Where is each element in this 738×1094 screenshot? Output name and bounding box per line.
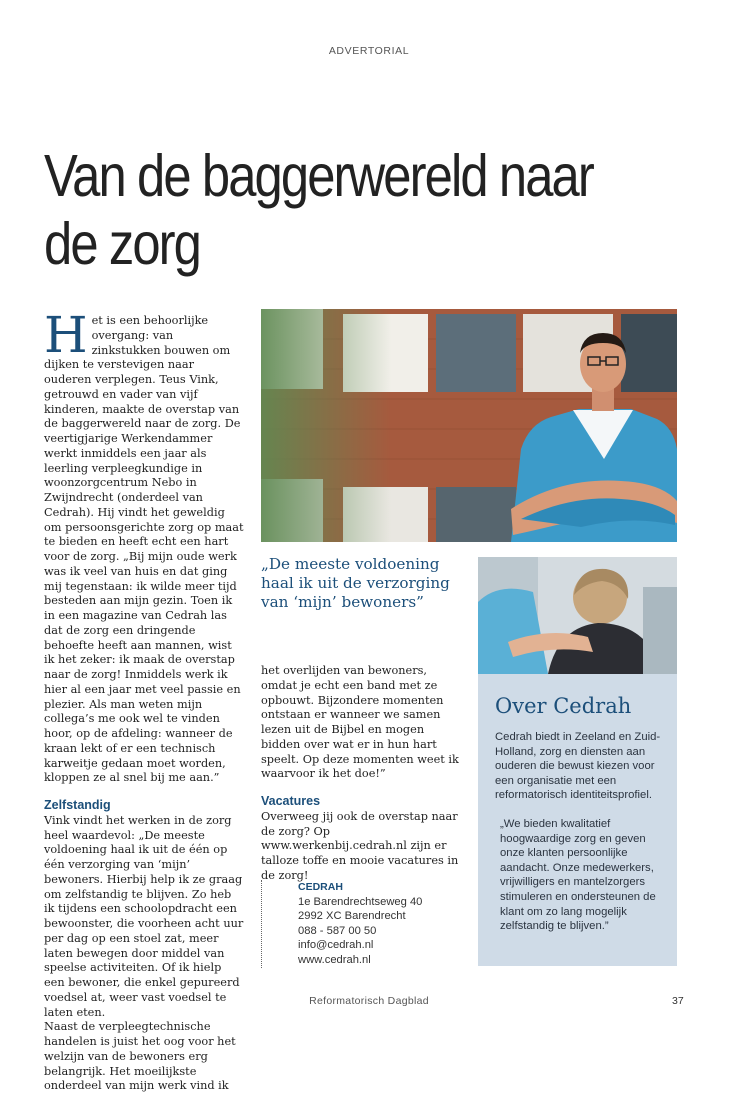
contact-address: 1e Barendrechtseweg 40 — [298, 895, 423, 908]
drop-cap: H — [44, 306, 88, 364]
paragraph-continued: het overlijden van bewoners, omdat je echt een band met ze opbouwt. Bijzondere momenten ontstaan er wanneer we samen lezen uit de Bijbel en mogen bidden over wat er in hun hart speelt. Op deze momenten weet ik waarvoor ik het doe!” — [261, 664, 459, 781]
intro-paragraph — [44, 306, 244, 786]
pull-quote: „De meeste voldoening haal ik uit de verzorging van ‘mijn’ bewoners” — [261, 555, 450, 611]
paragraph-zelfstandig: Vink vindt het werken in de zorg heel waardevol: „De meeste voldoening haal ik uit de één op één verzorging van ‘mijn’ bewoners. Hierbij help ik ze graag om zelfstandig te blijven. Zo heb ik tijdens een schoolopdracht een bewoonster, die voorheen acht uur per dag op een stoel zat, meer laten bewegen door middel van speelse activiteiten. Of ik hielp een bewoner, die enkel gepureerd voedsel at, weer vast voedsel te laten eten. — [44, 813, 244, 1019]
contact-block — [261, 880, 461, 968]
article-column-2 — [261, 664, 461, 884]
contact-city: 2992 XC Barendrecht — [298, 910, 406, 923]
about-cedrah-title: Over Cedrah — [495, 694, 632, 718]
publication-name: Reformatorisch Dagblad — [309, 995, 429, 1007]
contact-email: info@cedrah.nl — [298, 939, 374, 952]
advertorial-label: ADVERTORIAL — [328, 45, 410, 57]
care-photo-illustration — [478, 557, 677, 674]
article-title: Van de baggerwereld naar de zorg — [44, 143, 593, 277]
paragraph-welzijn: Naast de verpleegtechnische handelen is juist het oog voor het welzijn van de bewoners erg belangrijk. Het moeilijkste onderdeel van mijn werk vind ik — [44, 1020, 236, 1093]
nurse-photo — [261, 309, 677, 542]
article-column-1 — [44, 306, 244, 1094]
contact-website: www.cedrah.nl — [298, 953, 371, 966]
contact-phone: 088 - 587 00 50 — [298, 924, 377, 937]
about-cedrah-box — [478, 674, 677, 966]
nurse-photo-illustration — [261, 309, 677, 542]
about-cedrah-text: Cedrah biedt in Zeeland en Zuid-Holland, zorg en diensten aan ouderen die bewust kiezen voor een organisatie met een reformatorisch identiteitsprofiel. — [495, 731, 661, 802]
care-photo — [478, 557, 677, 674]
paragraph-vacatures: Overweeg jij ook de overstap naar de zorg? Op www.werkenbij.cedrah.nl zijn er talloze toffe en mooie vacatures in de zorg! — [261, 809, 459, 882]
subhead-zelfstandig: Zelfstandig — [44, 798, 111, 812]
intro-text: et is een behoorlijke overgang: van zinkstukken bouwen om dijken te verstevigen naar ouderen verplegen. Teus Vink, getrouwd en vader van vijf kinderen, maakte de overstap van de baggerwereld naar de zorg. De veertigjarige Werkendammer werkt inmiddels een jaar als leerling verpleegkundige in woonzorgcentrum Nebo in Zwijndrecht (onderdeel van Cedrah). Hij vindt het geweldig om persoonsgerichte zorg op maat te bieden en heeft echt een hart voor de zorg. „Bij mijn oude werk was ik veel van huis en dat ging mij tegenstaan: ik wilde meer tijd besteden aan mijn gezin. Toen ik in een magazine van Cedrah las dat de zorg een dringende behoefte heeft aan mannen, wist ik het zeker: ik maak de overstap naar de zorg! Inmiddels werk ik hier al een jaar met veel passie en plezier. Als man weten mijn collega’s me ook wel te vinden hoor, op de afdeling: wanneer de kraan lekt of er een technisch karweitje gedaan moet worden, kloppen ze al snel bij me aan.” — [44, 314, 244, 785]
about-cedrah-quote: „We bieden kwalitatief hoogwaardige zorg en geven onze klanten persoonlijke aandacht. Onze medewerkers, vrijwilligers en mantelzorgers stimuleren en ondersteunen de klant om zo lang mogelijk zelfstandig te blijven.” — [500, 817, 656, 933]
subhead-vacatures: Vacatures — [261, 794, 321, 808]
page-number: 37 — [672, 995, 684, 1007]
contact-name: CEDRAH — [298, 881, 343, 893]
